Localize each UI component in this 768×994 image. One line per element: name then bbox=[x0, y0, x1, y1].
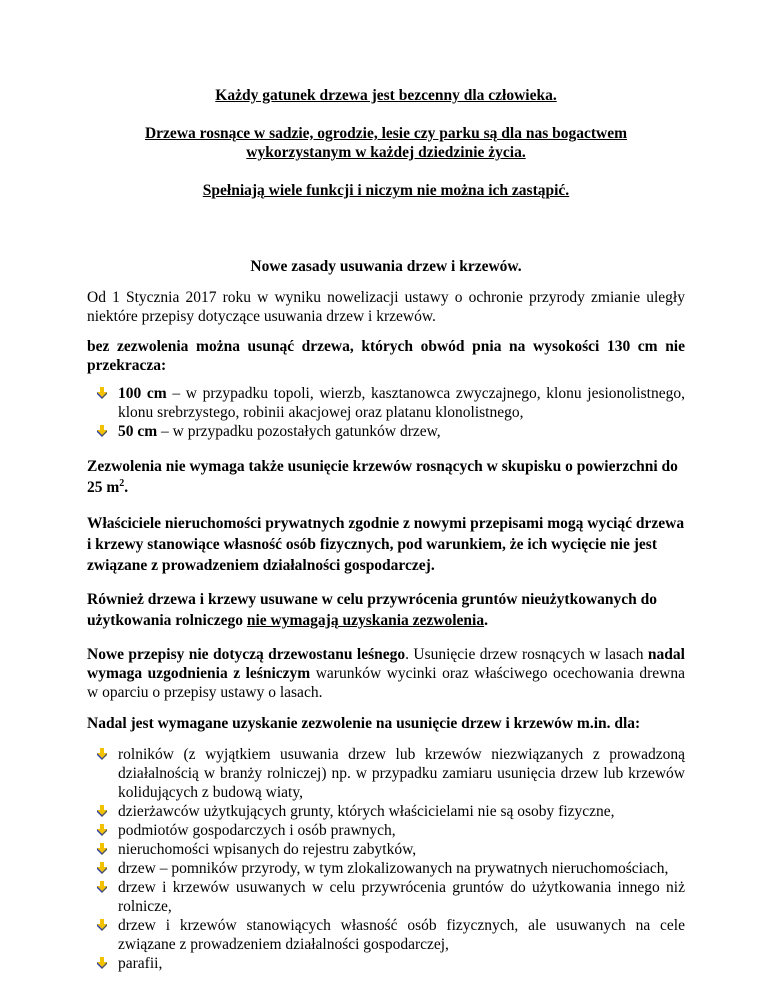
rule-heading: bez zezwolenia można usunąć drzewa, których obwód pnia na wysokości 130 cm nie przekracza: bbox=[87, 338, 685, 374]
bullet-arrow-icon bbox=[96, 824, 108, 836]
heading-line-3: Spełniają wiele funkcji i niczym nie można ich zastąpić. bbox=[202, 182, 570, 199]
shrubs-sup: 2 bbox=[119, 477, 125, 489]
agri-end: . bbox=[484, 612, 488, 629]
agri-paragraph bbox=[87, 589, 685, 631]
required-item-text: parafii, bbox=[118, 955, 163, 972]
intro-paragraph: Od 1 Stycznia 2017 roku w wyniku nowelizacji ustawy o ochronie przyrody zmianie uległy niektóre przepisy dotyczące usuwania drzew i krzewów. bbox=[87, 289, 685, 325]
bullet-arrow-icon bbox=[96, 843, 108, 855]
list-item bbox=[118, 916, 685, 954]
owners-paragraph: Właściciele nieruchomości prywatnych zgodnie z nowymi przepisami mogą wyciąć drzewa i krzewy stanowiące własność osób fizycznych, pod warunkiem, że ich wycięcie nie jest związane z prowadzeniem działalności gospodarczej. bbox=[87, 515, 685, 574]
list-item bbox=[118, 802, 685, 821]
required-item-text: rolników (z wyjątkiem usuwania drzew lub krzewów niezwiązanych z prowadzoną działalnością w branży rolniczej) np. w przypadku zamiaru usunięcia drzew lub krzewów kolidujących z budową wiaty, bbox=[118, 746, 685, 801]
document-content bbox=[87, 86, 685, 973]
required-item-text: drzew – pomników przyrody, w tym zlokalizowanych na prywatnych nieruchomościach, bbox=[118, 860, 669, 877]
limit-text: – w przypadku pozostałych gatunków drzew, bbox=[157, 423, 441, 440]
limit-value: 100 cm bbox=[118, 385, 167, 402]
forest-bold-1: Nowe przepisy nie dotyczą drzewostanu leśnego bbox=[87, 646, 406, 663]
list-item bbox=[118, 840, 685, 859]
forest-text-2: warunków wycinki oraz właściwego ocechowania drewna w oparciu o przepisy ustawy o lasach. bbox=[87, 665, 685, 701]
required-item-text: podmiotów gospodarczych i osób prawnych, bbox=[118, 822, 396, 839]
list-item bbox=[118, 859, 685, 878]
required-list bbox=[87, 745, 685, 973]
bullet-arrow-icon bbox=[96, 425, 108, 437]
list-item bbox=[118, 745, 685, 802]
bullet-arrow-icon bbox=[96, 387, 108, 399]
required-heading: Nadal jest wymagane uzyskanie zezwolenie na usunięcie drzew i krzewów m.in. dla: bbox=[87, 715, 641, 732]
limit-value: 50 cm bbox=[118, 423, 158, 440]
required-item-text: drzew i krzewów stanowiących własność osób fizycznych, ale usuwanych na cele związane z prowadzeniem działalności gospodarczej, bbox=[118, 917, 685, 953]
agri-underlined: nie wymagają uzyskania zezwolenia bbox=[246, 612, 485, 629]
heading-line-2b: wykorzystanym w każdej dziedzinie życia. bbox=[246, 144, 526, 161]
required-item-text: drzew i krzewów usuwanych w celu przywrócenia gruntów do użytkowania innego niż rolnicze, bbox=[118, 879, 685, 915]
shrubs-end: . bbox=[124, 479, 129, 496]
bullet-arrow-icon bbox=[96, 862, 108, 874]
bullet-arrow-icon bbox=[96, 881, 108, 893]
bullet-arrow-icon bbox=[96, 957, 108, 969]
document-title: Nowe zasady usuwania drzew i krzewów. bbox=[250, 258, 522, 275]
shrubs-text: Zezwolenia nie wymaga także usunięcie krzewów rosnących w skupisku o powierzchni do 25 m bbox=[87, 458, 678, 496]
required-item-text: nieruchomości wpisanych do rejestru zabytków, bbox=[118, 841, 417, 858]
bullet-arrow-icon bbox=[96, 748, 108, 760]
forest-text-1: . Usunięcie drzew rosnących w lasach bbox=[405, 646, 648, 663]
list-item bbox=[118, 422, 685, 441]
bullet-arrow-icon bbox=[96, 919, 108, 931]
list-item bbox=[118, 384, 685, 422]
forest-bold-2: nadal wymaga uzgodnienia z leśniczym bbox=[87, 646, 685, 682]
shrubs-paragraph bbox=[87, 456, 685, 498]
limits-list bbox=[87, 384, 685, 441]
agri-text: Również drzewa i krzewy usuwane w celu przywrócenia gruntów nieużytkowanych do użytkowania rolniczego bbox=[87, 591, 658, 629]
heading-line-2a: Drzewa rosnące w sadzie, ogrodzie, lesie czy parku są dla nas bogactwem bbox=[144, 125, 628, 142]
list-item bbox=[118, 954, 685, 973]
required-item-text: dzierżawców użytkujących grunty, których właścicielami nie są osoby fizyczne, bbox=[118, 803, 615, 820]
heading-line-1: Każdy gatunek drzewa jest bezcenny dla człowieka. bbox=[215, 87, 557, 104]
limit-text: – w przypadku topoli, wierzb, kasztanowca zwyczajnego, klonu jesionolistnego, klonu srebrzystego, robinii akacjowej oraz platanu klonolistnego, bbox=[118, 385, 685, 421]
forest-paragraph bbox=[87, 645, 685, 702]
list-item bbox=[118, 821, 685, 840]
list-item bbox=[118, 878, 685, 916]
bullet-arrow-icon bbox=[96, 805, 108, 817]
